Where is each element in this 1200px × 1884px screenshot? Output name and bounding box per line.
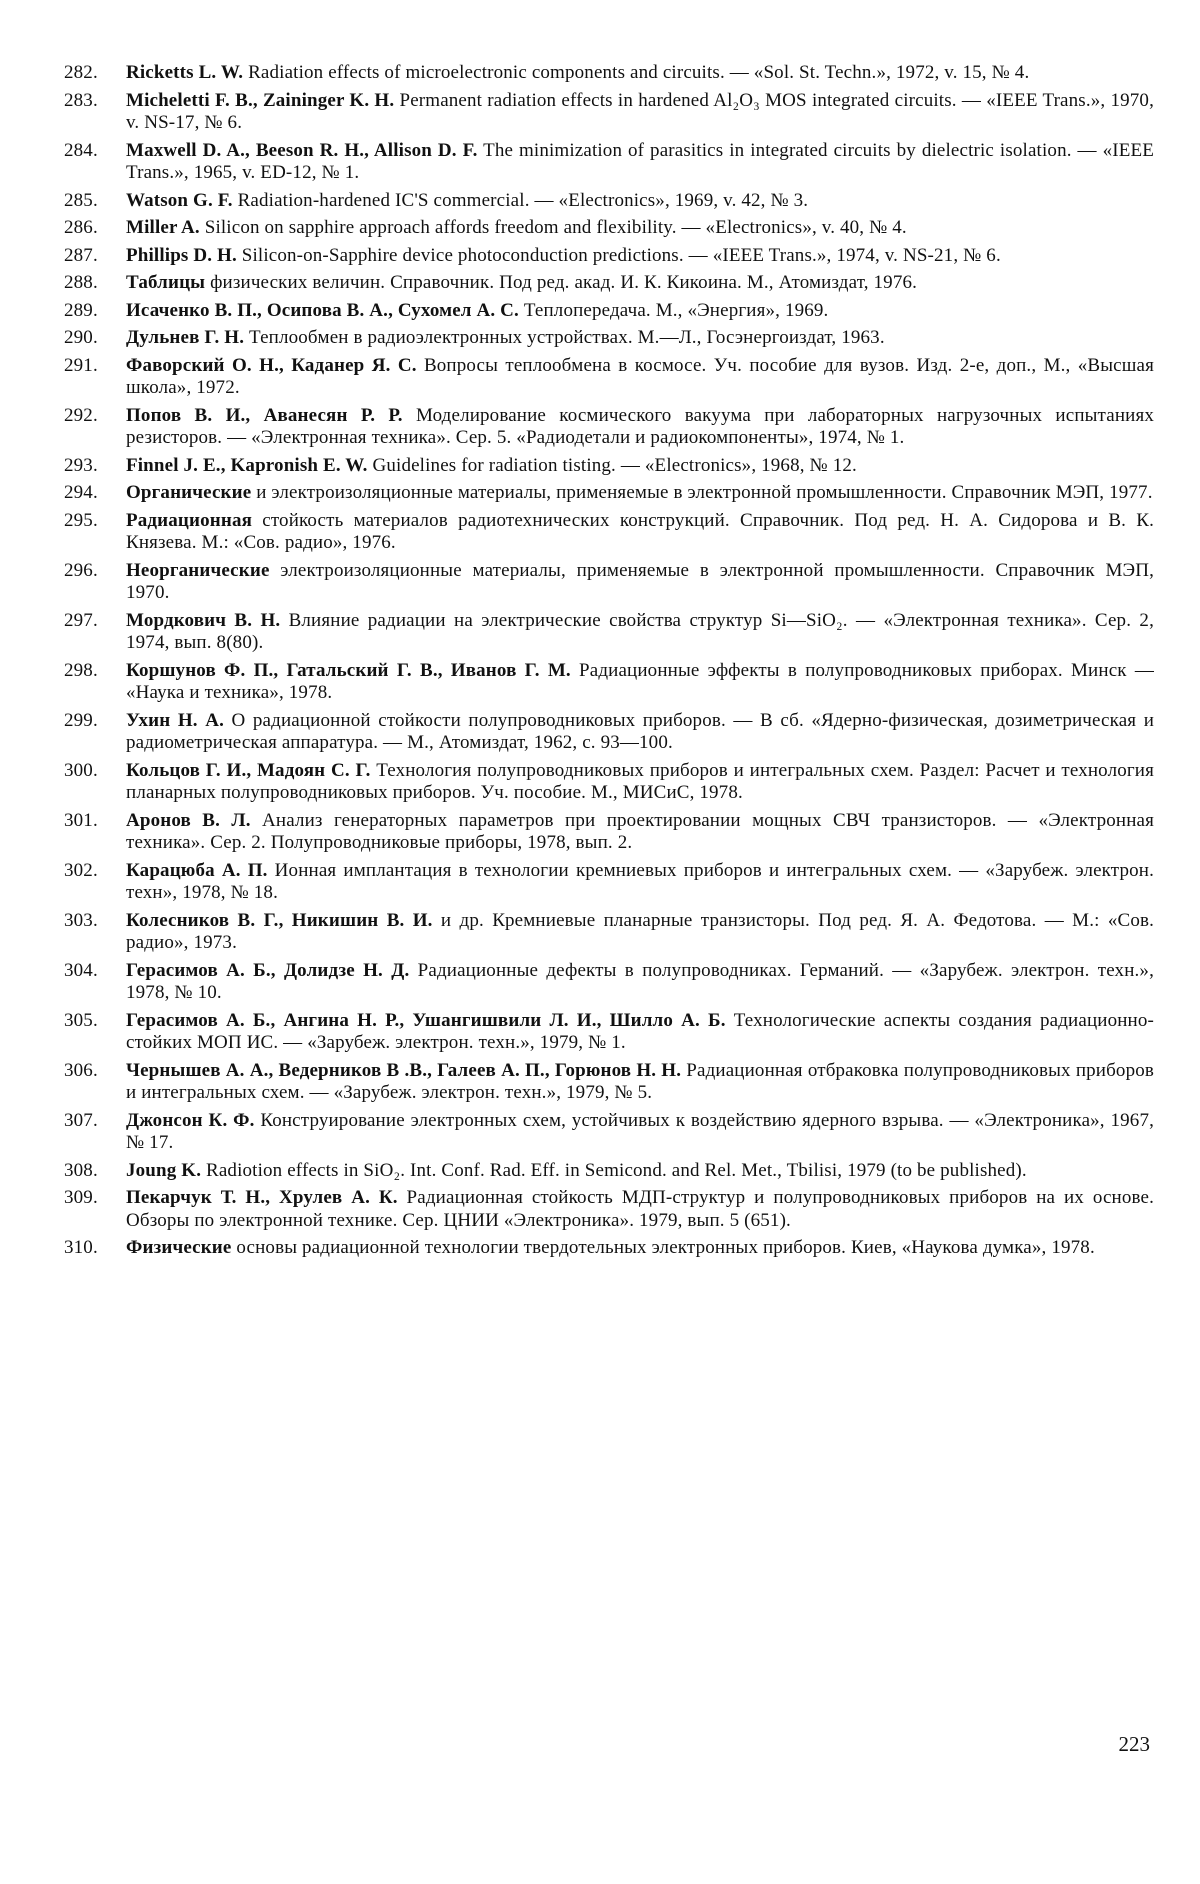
reference-number: 304.	[64, 959, 98, 981]
reference-number: 286.	[64, 217, 98, 238]
reference-number: 292.	[64, 404, 98, 426]
reference-authors: Joung K.	[126, 1159, 202, 1181]
reference-number: 289.	[64, 299, 98, 321]
reference-authors: Коршунов Ф. П., Гатальский Г. В., Иванов Г. М.	[126, 659, 571, 681]
reference-authors: Фаворский О. Н., Каданер Я. С.	[126, 354, 417, 376]
reference-text: Радиационная отбраковка полупроводниковых приборов и интегральных схем. — «Зарубеж. электрон. техн.», 1979, № 5.	[126, 1059, 1154, 1103]
reference-entry	[64, 355, 1154, 400]
reference-text: Ионная имплантация в технологии кремниевых приборов и интегральных схем. — «Зарубеж. электрон. техн», 1978, № 18.	[126, 859, 1155, 903]
reference-entry	[64, 272, 1154, 295]
reference-number: 299.	[64, 709, 98, 731]
reference-number: 282.	[64, 62, 98, 83]
reference-entry	[64, 405, 1154, 450]
reference-entry	[64, 140, 1154, 185]
reference-entry	[64, 760, 1154, 805]
reference-number: 300.	[64, 759, 98, 781]
reference-entry	[64, 560, 1154, 605]
reference-authors: Таблицы	[126, 272, 206, 293]
reference-authors: Радиационная	[126, 509, 253, 531]
reference-authors: Ухин Н. А.	[126, 709, 224, 731]
reference-authors: Карацюба А. П.	[126, 859, 268, 881]
reference-text: Radiation-hardened IC'S commercial. — «Electronics», 1969, v. 42, № 3.	[237, 189, 809, 211]
reference-text: Радиационные дефекты в полупроводниках. Германий. — «Зарубеж. электрон. техн.», 1978, № 10.	[126, 959, 1154, 1003]
reference-text: Конструирование электронных схем, устойчивых к воздействию ядерного взрыва. — «Электроника», 1967, № 17.	[126, 1109, 1154, 1153]
reference-entry	[64, 90, 1154, 135]
reference-number: 298.	[64, 659, 98, 681]
reference-number: 309.	[64, 1187, 98, 1208]
reference-text: The minimization of parasitics in integrated circuits by dielectric isolation. — «IEEE Trans.», 1965, v. ED-12, № 1.	[126, 139, 1154, 183]
reference-number: 293.	[64, 454, 98, 476]
reference-authors: Неорганические	[126, 559, 270, 581]
reference-entry	[64, 1237, 1154, 1260]
reference-number: 310.	[64, 1237, 98, 1258]
reference-authors: Физические	[126, 1237, 232, 1258]
reference-number: 295.	[64, 509, 98, 531]
reference-authors: Герасимов А. Б., Долидзе Н. Д.	[126, 959, 410, 981]
reference-number: 307.	[64, 1109, 98, 1131]
reference-number: 297.	[64, 609, 98, 631]
reference-text: Влияние радиации на электрические свойства структур Si—SiO₂. — «Электронная техника». Сер. 2, 1974, вып. 8(80).	[126, 609, 1154, 653]
reference-text: Технология полупроводниковых приборов и интегральных схем. Раздел: Расчет и технология планарных полупроводниковых приборов. Уч. пособие. М., МИСиС, 1978.	[126, 759, 1155, 803]
reference-entry	[64, 610, 1154, 655]
reference-authors: Phillips D. H.	[126, 244, 237, 266]
reference-entry	[64, 960, 1154, 1005]
reference-text: Radiation effects of microelectronic components and circuits. — «Sol. St. Techn.», 1972, v. 15, № 4.	[248, 62, 1030, 83]
reference-authors: Maxwell D. A., Beeson R. H., Allison D. F.	[126, 139, 478, 161]
reference-number: 285.	[64, 189, 98, 211]
reference-entry	[64, 910, 1154, 955]
reference-text: электроизоляционные материалы, применяемые в электронной промышленности. Справочник МЭП, 1970.	[126, 559, 1154, 603]
reference-entry	[64, 327, 1154, 350]
reference-text: Radiotion effects in SiO₂. Int. Conf. Rad. Eff. in Semicond. and Rel. Met., Tbilisi, 1979 (to be published).	[206, 1159, 1027, 1181]
reference-authors: Кольцов Г. И., Мадоян С. Г.	[126, 759, 371, 781]
reference-text: Silicon on sapphire approach affords freedom and flexibility. — «Electronics», v. 40, № 4.	[204, 217, 907, 238]
reference-number: 287.	[64, 244, 98, 266]
reference-entry	[64, 660, 1154, 705]
reference-number: 288.	[64, 272, 98, 293]
reference-authors: Micheletti F. B., Zaininger K. H.	[126, 89, 395, 111]
reference-text: Радиационная стойкость МДП-структур и полупроводниковых приборов на их основе. Обзоры по электронной технике. Сер. ЦНИИ «Электроника». 1979, вып. 5 (651).	[126, 1187, 1154, 1231]
reference-entry	[64, 1187, 1154, 1232]
reference-text: Silicon-on-Sapphire device photoconduction predictions. — «IEEE Trans.», 1974, v. NS-21, № 6.	[241, 244, 1001, 266]
reference-number: 291.	[64, 354, 98, 376]
reference-text: стойкость материалов радиотехнических конструкций. Справочник. Под ред. Н. А. Сидорова и В. К. Князева. М.: «Сов. радио», 1976.	[126, 509, 1154, 553]
reference-authors: Чернышев А. А., Ведерников В .В., Галеев А. П., Горюнов Н. Н.	[126, 1059, 682, 1081]
reference-text: физических величин. Справочник. Под ред. акад. И. К. Кикоина. М., Атомиздат, 1976.	[210, 272, 918, 293]
reference-number: 303.	[64, 909, 98, 931]
reference-number: 305.	[64, 1009, 98, 1031]
reference-number: 296.	[64, 559, 98, 581]
reference-text: Анализ генераторных параметров при проектировании мощных СВЧ транзисторов. — «Электронная техника». Сер. 2. Полупроводниковые приборы, 1978, вып. 2.	[126, 809, 1154, 853]
reference-entry	[64, 217, 1154, 240]
reference-text: и электроизоляционные материалы, применяемые в электронной промышленности. Справочник МЭП, 1977.	[256, 482, 1153, 503]
reference-text: Guidelines for radiation tisting. — «Electronics», 1968, № 12.	[372, 454, 857, 476]
reference-authors: Miller A.	[126, 217, 200, 238]
reference-authors: Колесников В. Г., Никишин В. И.	[126, 909, 433, 931]
reference-number: 302.	[64, 859, 98, 881]
reference-text: Радиационные эффекты в полупроводниковых приборах. Минск — «Наука и техника», 1978.	[126, 659, 1154, 703]
reference-entry	[64, 455, 1154, 478]
reference-number: 308.	[64, 1159, 98, 1181]
reference-text: Теплообмен в радиоэлектронных устройствах. М.—Л., Госэнергоиздат, 1963.	[249, 327, 885, 348]
reference-text: и др. Кремниевые планарные транзисторы. Под ред. Я. А. Федотова. — М.: «Сов. радио», 1973.	[126, 909, 1154, 953]
reference-text: Вопросы теплообмена в космосе. Уч. пособие для вузов. Изд. 2-е, доп., М., «Высшая школа», 1972.	[126, 354, 1154, 398]
reference-number: 294.	[64, 482, 98, 503]
reference-entry	[64, 300, 1154, 323]
reference-authors: Исаченко В. П., Осипова В. А., Сухомел А. С.	[126, 299, 519, 321]
reference-entry	[64, 482, 1154, 505]
reference-authors: Дульнев Г. Н.	[126, 327, 245, 348]
reference-entry	[64, 1060, 1154, 1105]
reference-entry	[64, 245, 1154, 268]
page-number: 223	[1118, 1732, 1150, 1756]
reference-number: 306.	[64, 1059, 98, 1081]
reference-number: 283.	[64, 89, 98, 111]
reference-text: О радиационной стойкости полупроводниковых приборов. — В сб. «Ядерно-физическая, дозиметрическая и радиометрическая аппаратура. — М., Атомиздат, 1962, с. 93—100.	[126, 709, 1155, 753]
reference-entry	[64, 1110, 1154, 1155]
reference-entry	[64, 710, 1154, 755]
reference-authors: Пекарчук Т. Н., Хрулев А. К.	[126, 1187, 398, 1208]
reference-number: 284.	[64, 139, 98, 161]
reference-entry	[64, 860, 1154, 905]
reference-authors: Попов В. И., Аванесян Р. Р.	[126, 404, 403, 426]
reference-authors: Finnel J. E., Kapronish E. W.	[126, 454, 368, 476]
reference-text: Технологические аспекты создания радиационно-стойких МОП ИС. — «Зарубеж. электрон. техн.», 1979, № 1.	[126, 1009, 1155, 1053]
reference-authors: Ricketts L. W.	[126, 62, 244, 83]
reference-authors: Джонсон К. Ф.	[126, 1109, 255, 1131]
reference-entry	[64, 510, 1154, 555]
reference-number: 290.	[64, 327, 98, 348]
reference-text: Permanent radiation effects in hardened Al₂O₃ MOS integrated circuits. — «IEEE Trans.», 1970, v. NS-17, № 6.	[126, 89, 1154, 133]
reference-entry	[64, 62, 1154, 85]
reference-authors: Аронов В. Л.	[126, 809, 251, 831]
reference-text: Моделирование космического вакуума при лабораторных нагрузочных испытаниях резисторов. — «Электронная техника». Сер. 5. «Радиодетали и радиокомпоненты», 1974, № 1.	[126, 404, 1154, 448]
reference-entry	[64, 810, 1154, 855]
reference-number: 301.	[64, 809, 98, 831]
reference-entry	[64, 1160, 1154, 1183]
reference-authors: Watson G. F.	[126, 189, 233, 211]
reference-authors: Герасимов А. Б., Ангина Н. Р., Ушангишвили Л. И., Шилло А. Б.	[126, 1009, 726, 1031]
reference-list	[64, 62, 1154, 1265]
reference-text: Теплопередача. М., «Энергия», 1969.	[523, 299, 829, 321]
reference-entry	[64, 190, 1154, 213]
reference-entry	[64, 1010, 1154, 1055]
reference-text: основы радиационной технологии твердотельных электронных приборов. Киев, «Наукова думка», 1978.	[236, 1237, 1095, 1258]
reference-authors: Органические	[126, 482, 252, 503]
reference-authors: Мордкович В. Н.	[126, 609, 281, 631]
